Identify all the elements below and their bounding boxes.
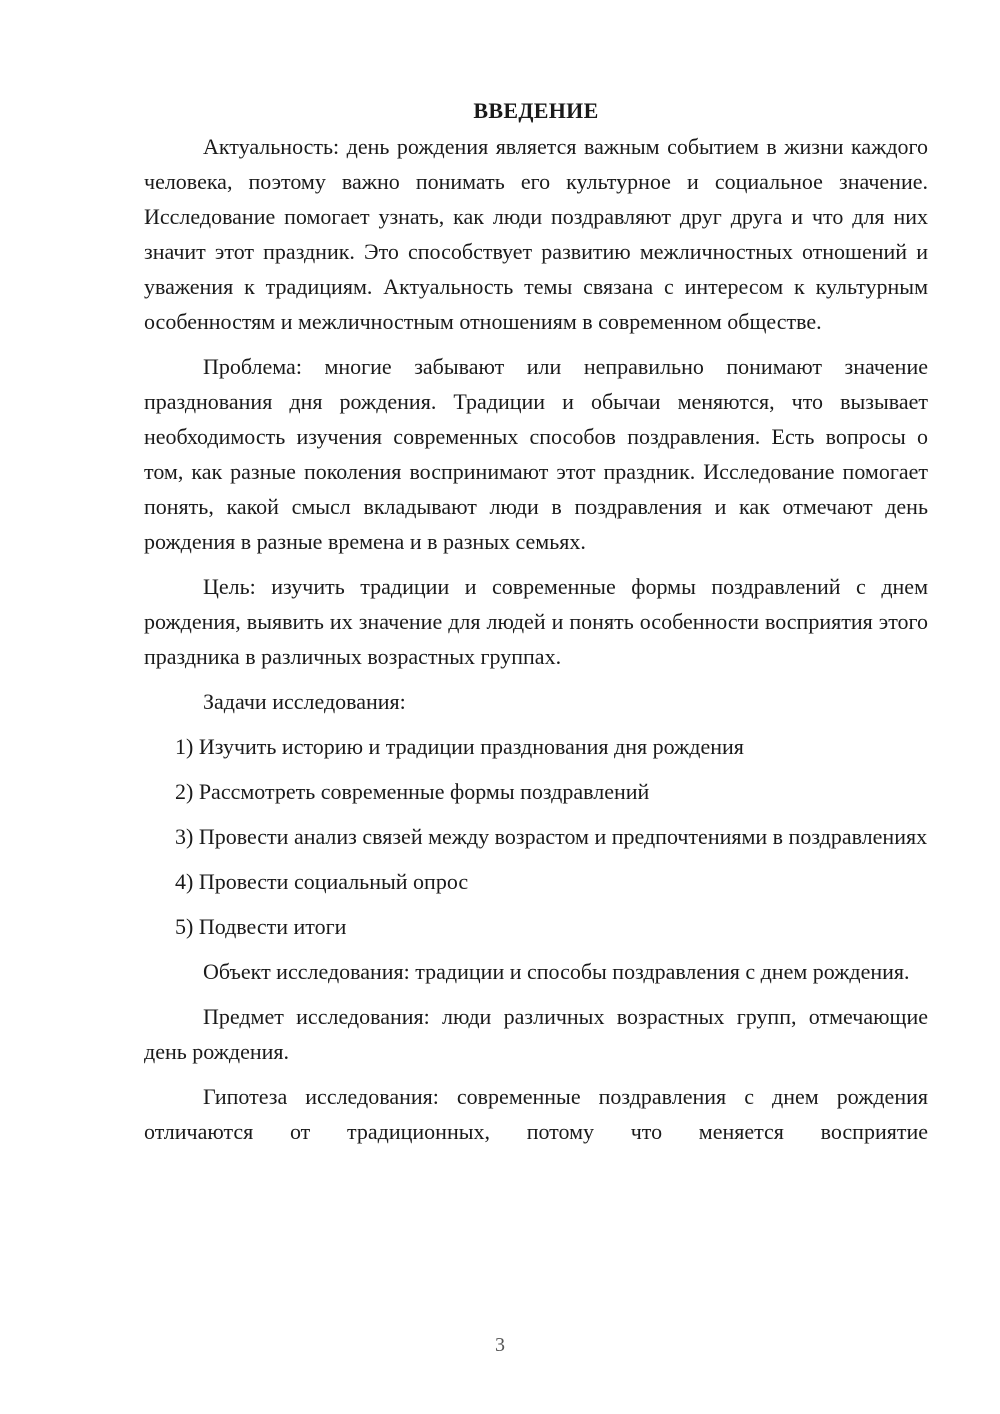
subject-paragraph: Предмет исследования: люди различных возрастных групп, отмечающие день рождения.: [144, 1004, 928, 1064]
tasks-heading: Задачи исследования:: [203, 689, 406, 714]
problem-paragraph: Проблема: многие забывают или неправильно понимают значение празднования дня рождения. Традиции и обычаи меняются, что вызывает необходимость изучения современных способов поздравления. Есть вопросы о том, как разные поколения воспринимают этот праздник. Исследование помогает понять, какой смысл вкладывают люди в поздравления и как отмечают день рождения в разные времена и в разных семьях.: [144, 354, 928, 554]
task-item: 3) Провести анализ связей между возрастом и предпочтениями в поздравлениях: [175, 824, 928, 849]
page-title: ВВЕДЕНИЕ: [473, 98, 599, 123]
hypothesis-paragraph: Гипотеза исследования: современные поздравления с днем рождения отличаются от традиционных, потому что меняется восприятие: [144, 1084, 928, 1144]
object-paragraph: Объект исследования: традиции и способы поздравления с днем рождения.: [203, 959, 910, 984]
goal-paragraph: Цель: изучить традиции и современные формы поздравлений с днем рождения, выявить их значение для людей и понять особенности восприятия этого праздника в различных возрастных группах.: [144, 574, 928, 669]
page-number: 3: [495, 1334, 505, 1356]
relevance-paragraph: Актуальность: день рождения является важным событием в жизни каждого человека, поэтому важно понимать его культурное и социальное значение. Исследование помогает узнать, как люди поздравляют друг друга и что для них значит этот праздник. Это способствует развитию межличностных отношений и уважения к традициям. Актуальность темы связана с интересом к культурным особенностям и межличностным отношениям в современном обществе.: [144, 134, 928, 334]
task-item: 5) Подвести итоги: [175, 914, 347, 939]
task-item: 4) Провести социальный опрос: [175, 869, 469, 894]
document-page: [144, 96, 928, 1159]
task-item: 2) Рассмотреть современные формы поздравлений: [175, 779, 650, 804]
task-item: 1) Изучить историю и традиции празднования дня рождения: [175, 734, 744, 759]
